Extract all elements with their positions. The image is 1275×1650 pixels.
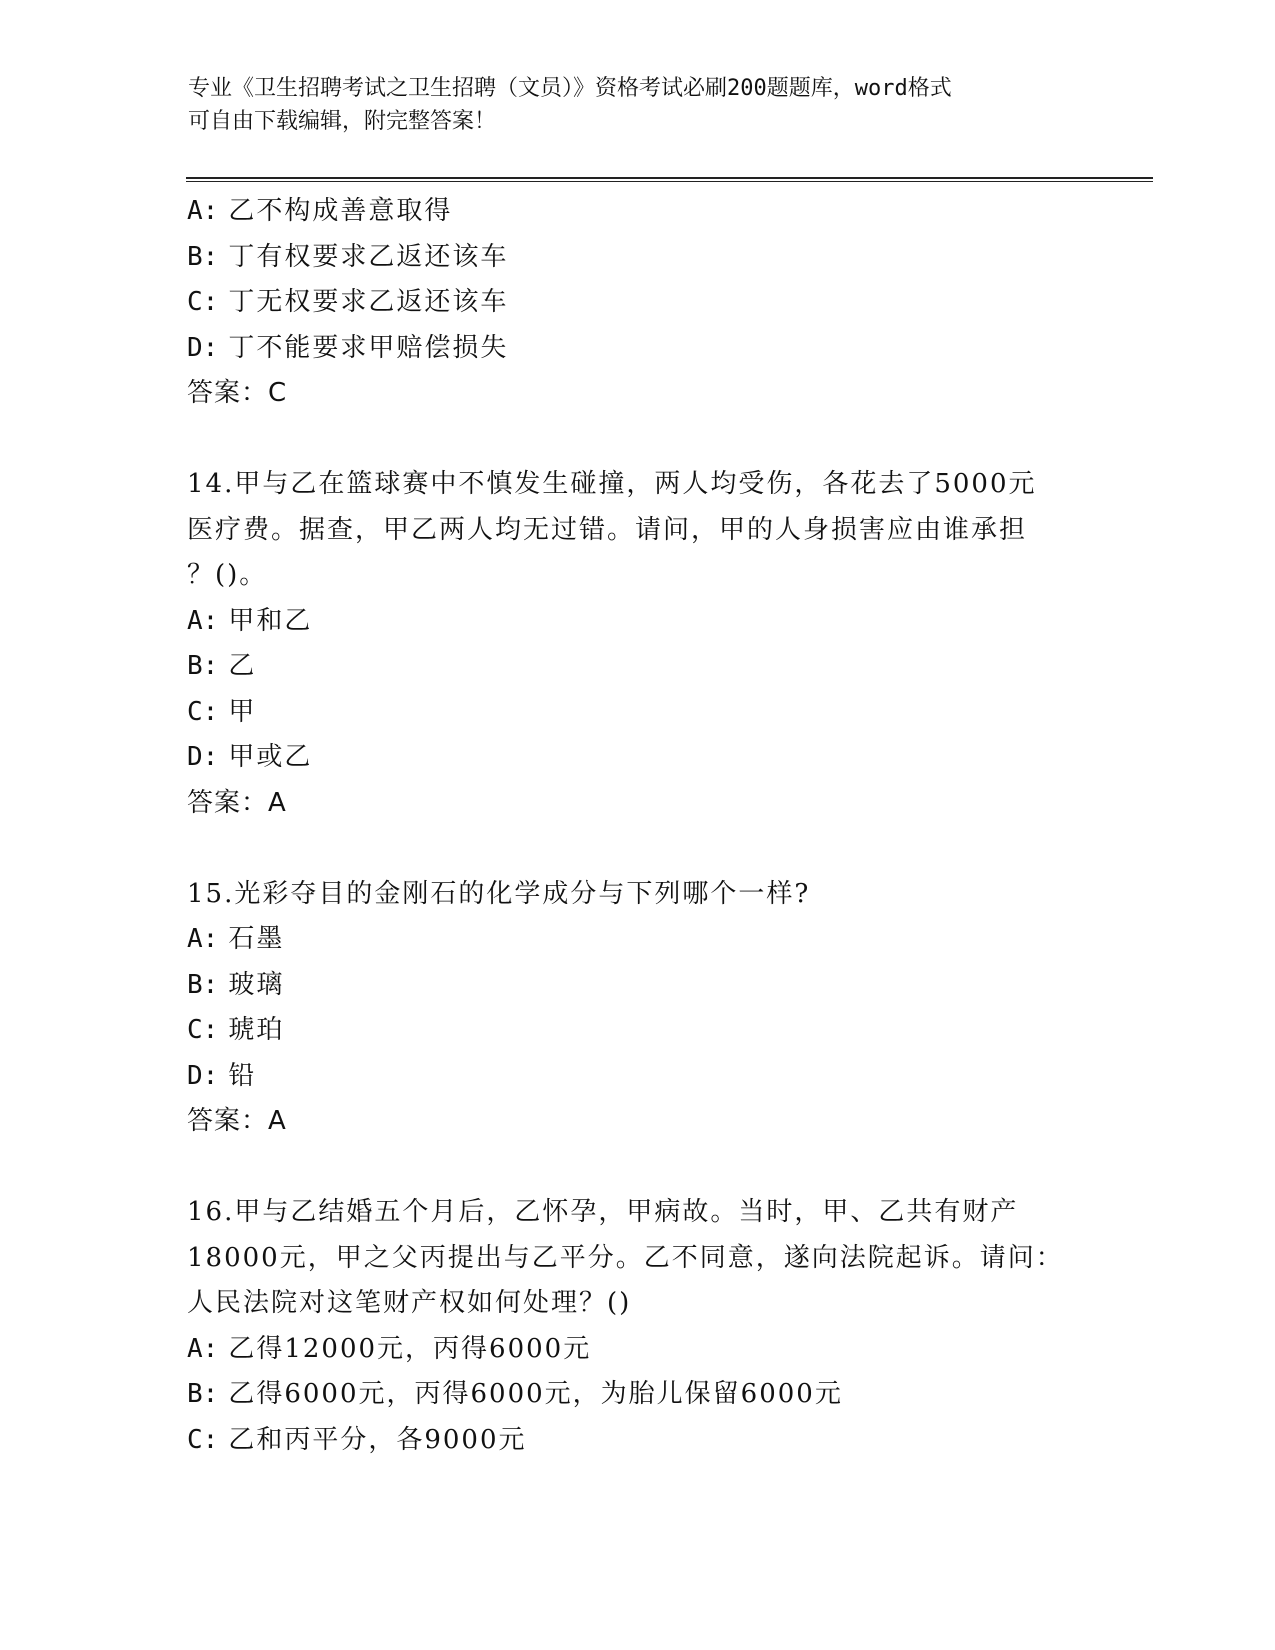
option-b: B: 玻璃 [187, 969, 285, 1000]
question-16 [187, 1190, 1087, 1463]
question-15 [187, 872, 1087, 1145]
spacer [187, 826, 1087, 872]
option-c: C: 乙和丙平分，各9000元 [187, 1424, 527, 1455]
option-a: A: 石墨 [187, 924, 285, 954]
question-list [187, 189, 1087, 1463]
question-stem-line: 18000元，甲之父丙提出与乙平分。乙不同意，遂向法院起诉。请问： [187, 1242, 1064, 1273]
option-a: A: 甲和乙 [187, 605, 313, 636]
question-stem-line: ？()。 [187, 560, 268, 590]
answer-line: 答案：A [187, 1106, 287, 1136]
option-a: A: 乙不构成善意取得 [187, 196, 453, 226]
option-d: D: 丁不能要求甲赔偿损失 [187, 332, 509, 363]
option-d: D: 甲或乙 [187, 742, 313, 772]
header-rule-thin [186, 181, 1153, 182]
option-b: B: 丁有权要求乙返还该车 [187, 241, 509, 272]
header-line-2: 可自由下载编辑，附完整答案！ [188, 109, 497, 134]
question-stem-line: 14.甲与乙在篮球赛中不慎发生碰撞，两人均受伤，各花去了5000元 [187, 469, 1037, 499]
question-stem-line: 15.光彩夺目的金刚石的化学成分与下列哪个一样? [187, 878, 811, 909]
option-c: C: 甲 [187, 696, 257, 727]
option-b: B: 乙 [187, 651, 257, 681]
option-c: C: 琥珀 [187, 1015, 285, 1045]
option-a: A: 乙得12000元，丙得6000元 [187, 1333, 592, 1364]
question-14 [187, 462, 1087, 826]
option-c: C: 丁无权要求乙返还该车 [187, 287, 509, 317]
document-header [188, 72, 1068, 138]
answer-line: 答案：C [187, 378, 288, 408]
spacer [187, 417, 1087, 463]
header-line-1: 专业《卫生招聘考试之卫生招聘（文员）》资格考试必刷200题题库，word格式 [188, 76, 952, 101]
question-stem-line: 16.甲与乙结婚五个月后，乙怀孕，甲病故。当时，甲、乙共有财产 [187, 1197, 1019, 1227]
option-d: D: 铅 [187, 1060, 257, 1091]
question-13 [187, 189, 1087, 417]
header-rule-thick [186, 177, 1153, 179]
answer-line: 答案：A [187, 787, 287, 818]
question-stem-line: 医疗费。据查，甲乙两人均无过错。请问，甲的人身损害应由谁承担 [187, 514, 1028, 545]
question-stem-line: 人民法院对这笔财产权如何处理？() [187, 1288, 632, 1318]
option-b: B: 乙得6000元，丙得6000元，为胎儿保留6000元 [187, 1379, 843, 1409]
spacer [187, 1145, 1087, 1191]
